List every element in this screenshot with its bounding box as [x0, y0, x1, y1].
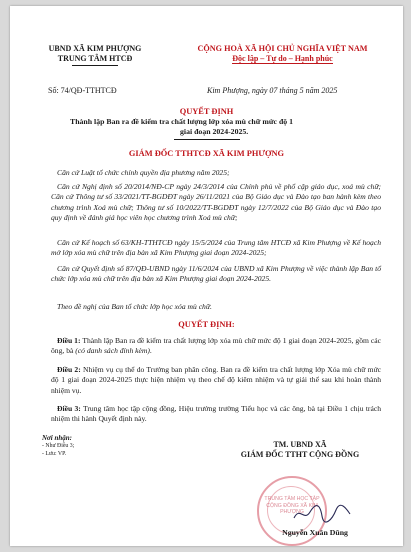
- basis-2: Căn cứ Nghị định số 20/2014/NĐ-CP ngày 24/3/2014 của Chính phủ về phổ cập giáo dục, xoá mù chữ; Căn cứ Thông tư số 33/2021/TT-BGDĐT ngày 26/11/2021 của Bộ Giáo dục và Đào tạo ban hành kèm theo chương trình Xoá mù chữ; Thông tư số 10/2022/TT-BGDĐT ngày 12/7/2022 của Bộ Giáo dục và Đào tạo quy định về đánh giá học viên học chương trình Xoá mù chữ;: [51, 182, 381, 223]
- article-1-end: .: [149, 346, 152, 356]
- basis-1: Căn cứ Luật tổ chức chính quyền địa phương năm 2025;: [57, 168, 230, 177]
- proposal-text: Theo đề nghị của Ban tổ chức lớp học xóa mù chữ.: [57, 302, 212, 311]
- unit-name: TRUNG TÂM HTCĐ: [57, 54, 133, 63]
- national-motto: [170, 54, 395, 64]
- article-3-text: Trung tâm học tập cộng đồng, Hiệu trưởng trường Tiểu học và các ông, bà tại Điều 1 chịu trách nhiệm thi hành Quyết định này.: [51, 404, 381, 424]
- article-2-label: Điều 2:: [57, 365, 81, 374]
- national-motto-text: Độc lập – Tự do – Hạnh phúc: [232, 54, 333, 63]
- article-1-text: Thành lập Ban ra đề kiểm tra chất lượng lớp xóa mù chữ mức độ 1 giai đoạn 2024-2025, gồm các ông, bà: [51, 336, 381, 356]
- recipient-item: - Lưu: VP.: [42, 451, 67, 457]
- decision-heading: QUYẾT ĐỊNH: [179, 107, 234, 116]
- subject-divider: [174, 139, 240, 140]
- article-3: [51, 404, 381, 425]
- article-1-label: Điều 1:: [57, 336, 81, 345]
- article-2-text: Nhiệm vụ cụ thể do Trưởng ban phân công. Ban ra đề kiểm tra chất lượng lớp Xóa mù chữ mức độ 1 giai đoạn 2024-2025 thực hiện nhiệm vụ theo chế độ kiêm nhiệm và tự giải thể sau khi hoàn thành nhiệm vụ.: [51, 365, 381, 395]
- decision-subject-line1: Thành lập Ban ra đề kiểm tra chất lượng lớp xóa mù chữ mức độ 1: [70, 117, 294, 126]
- document-page: [10, 6, 403, 546]
- article-1: [51, 336, 381, 357]
- national-title: CỘNG HOÀ XÃ HỘI CHỦ NGHĨA VIỆT NAM: [197, 44, 368, 53]
- document-date: Kim Phượng, ngày 07 tháng 5 năm 2025: [207, 86, 338, 95]
- document-number: Số: 74/QĐ-TTHTCĐ: [48, 86, 117, 95]
- signer-name: Nguyễn Xuân Dũng: [282, 528, 348, 537]
- article-2: [51, 365, 381, 396]
- recipients-heading: Nơi nhận:: [42, 434, 73, 442]
- recipient-item: - Như Điều 3;: [42, 443, 75, 449]
- basis-4: Căn cứ Quyết định số 87/QĐ-UBND ngày 11/6/2024 của UBND xã Kim Phượng về việc thành lập Ban tổ chức lớp xóa mù chữ trên địa bàn xã Kim Phượng giai đoạn 2024-2025.: [51, 264, 381, 284]
- decision-label: QUYẾT ĐỊNH:: [178, 320, 235, 329]
- article-3-label: Điều 3:: [57, 404, 81, 413]
- header-left-divider: [72, 65, 118, 66]
- handwritten-signature: [292, 502, 352, 524]
- stamp-text: TRUNG TÂM HỌC TẬP CỘNG ĐỒNG XÃ KIM PHƯỢNG: [264, 496, 320, 515]
- article-1-note: (có danh sách đính kèm): [75, 346, 150, 356]
- signature-line1: TM. UBND XÃ: [273, 440, 327, 449]
- agency-name: UBND XÃ KIM PHƯỢNG: [48, 44, 142, 53]
- issuing-authority: GIÁM ĐỐC TTHTCĐ XÃ KIM PHƯỢNG: [128, 149, 285, 158]
- basis-3: Căn cứ Kế hoạch số 63/KH-TTHTCĐ ngày 15/5/2024 của Trung tâm HTCĐ xã Kim Phượng về Kế hoạch mở lớp xóa mù chữ trên địa bàn xã Kim Phượng giai đoạn 2024-2025;: [51, 238, 381, 258]
- signature-line2: GIÁM ĐỐC TTHT CỘNG ĐỒNG: [240, 450, 360, 459]
- decision-subject-line2: giai đoạn 2024-2025.: [180, 127, 249, 136]
